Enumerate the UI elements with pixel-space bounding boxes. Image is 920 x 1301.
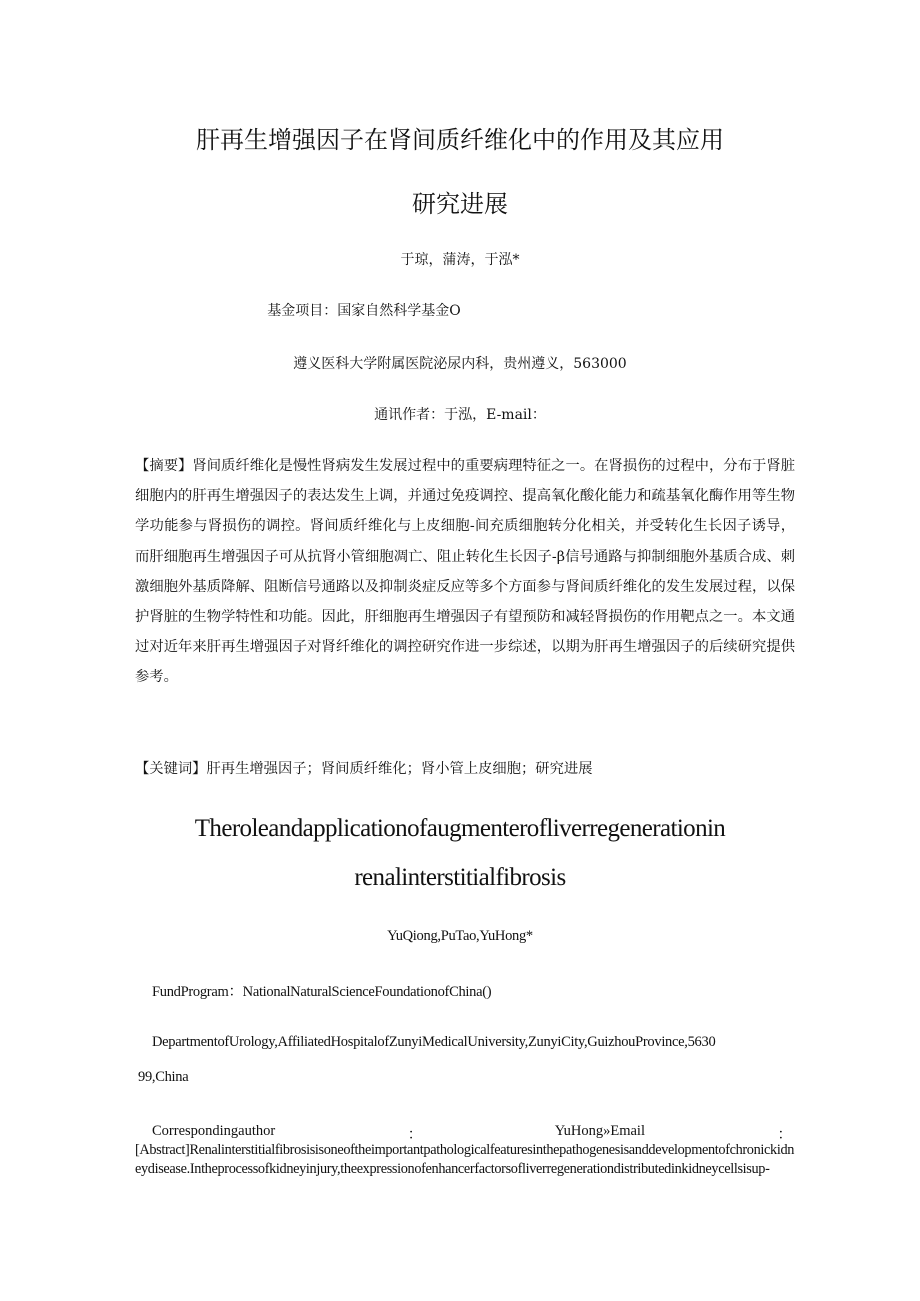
affiliation: 遵义医科大学附属医院泌尿内科，贵州遵义，563000 — [293, 356, 627, 372]
abstract: 【摘要】肾间质纤维化是慢性肾病发生发展过程中的重要病理特征之一。在肾损伤的过程中，分布于肾脏细胞内的肝再生增强因子的表达发生上调，并通过免疫调控、提高氧化酸化能力和疏基氧化酶作用等生物学功能参与肾损伤的调控。肾间质纤维化与上皮细胞-间充质细胞转分化相关，并受转化生长因子诱导，而肝细胞再生增强因子可从抗肾小管细胞凋亡、阻止转化生长因子-β信号通路与抑制细胞外基质合成、刺激细胞外基质降解、阻断信号通路以及抑制炎症反应等多个方面参与肾间质纤维化的发生发展过程，以保护肾脏的生物学特性和功能。因此，肝细胞再生增强因子有望预防和减轻肾损伤的作用靶点之一。本文通过对近年来肝再生增强因子对肾纤维化的调控研究作进一步综述，以期为肝再生增强因子的后续研究提供参考。 — [135, 458, 795, 686]
en-title-line-1: Theroleandapplicationofaugmenterofliverregenerationin — [194, 815, 726, 842]
en-title-line-2: renalinterstitialfibrosis — [354, 864, 566, 891]
en-affiliation-line-1: DepartmentofUrology,AffiliatedHospitalofZunyiMedicalUniversity,ZunyiCity,GuizhouProvince,5630 — [152, 1034, 716, 1050]
fund-program: 基金项目：国家自然科学基金O — [267, 303, 461, 319]
en-corr-sep-1: ： — [407, 1127, 423, 1143]
title-line-2: 研究进展 — [412, 190, 508, 218]
title-line-1: 肝再生增强因子在肾间质纤维化中的作用及其应用 — [196, 126, 724, 154]
en-corr-label: Correspondingauthor — [152, 1123, 276, 1139]
keywords: 【关键词】肝再生增强因子；肾间质纤维化；肾小管上皮细胞；研究进展 — [135, 761, 593, 777]
en-corr-sep-2: ： — [777, 1127, 792, 1143]
en-affiliation-line-2: 99,China — [138, 1069, 189, 1085]
en-fund-program: FundProgram：NationalNaturalScienceFoundationofChina() — [152, 984, 492, 1000]
authors: 于琼，蒲涛，于泓* — [400, 252, 520, 268]
en-authors: YuQiong,PuTao,YuHong* — [387, 928, 533, 944]
en-corr-name: YuHong»Email — [554, 1123, 645, 1139]
correspondence: 通讯作者：于泓，E-mail： — [374, 407, 546, 423]
en-abstract: [Abstract]Renalinterstitialfibrosisisoneoftheimportantpathologicalfeaturesinthepathogenesisanddevelopmentofchronickidneydisease.Intheprocessofkidneyinjury,theexpressionofenhancerfactorsofliverregenerationdistributedinkidneycellsisup- — [135, 1142, 795, 1177]
